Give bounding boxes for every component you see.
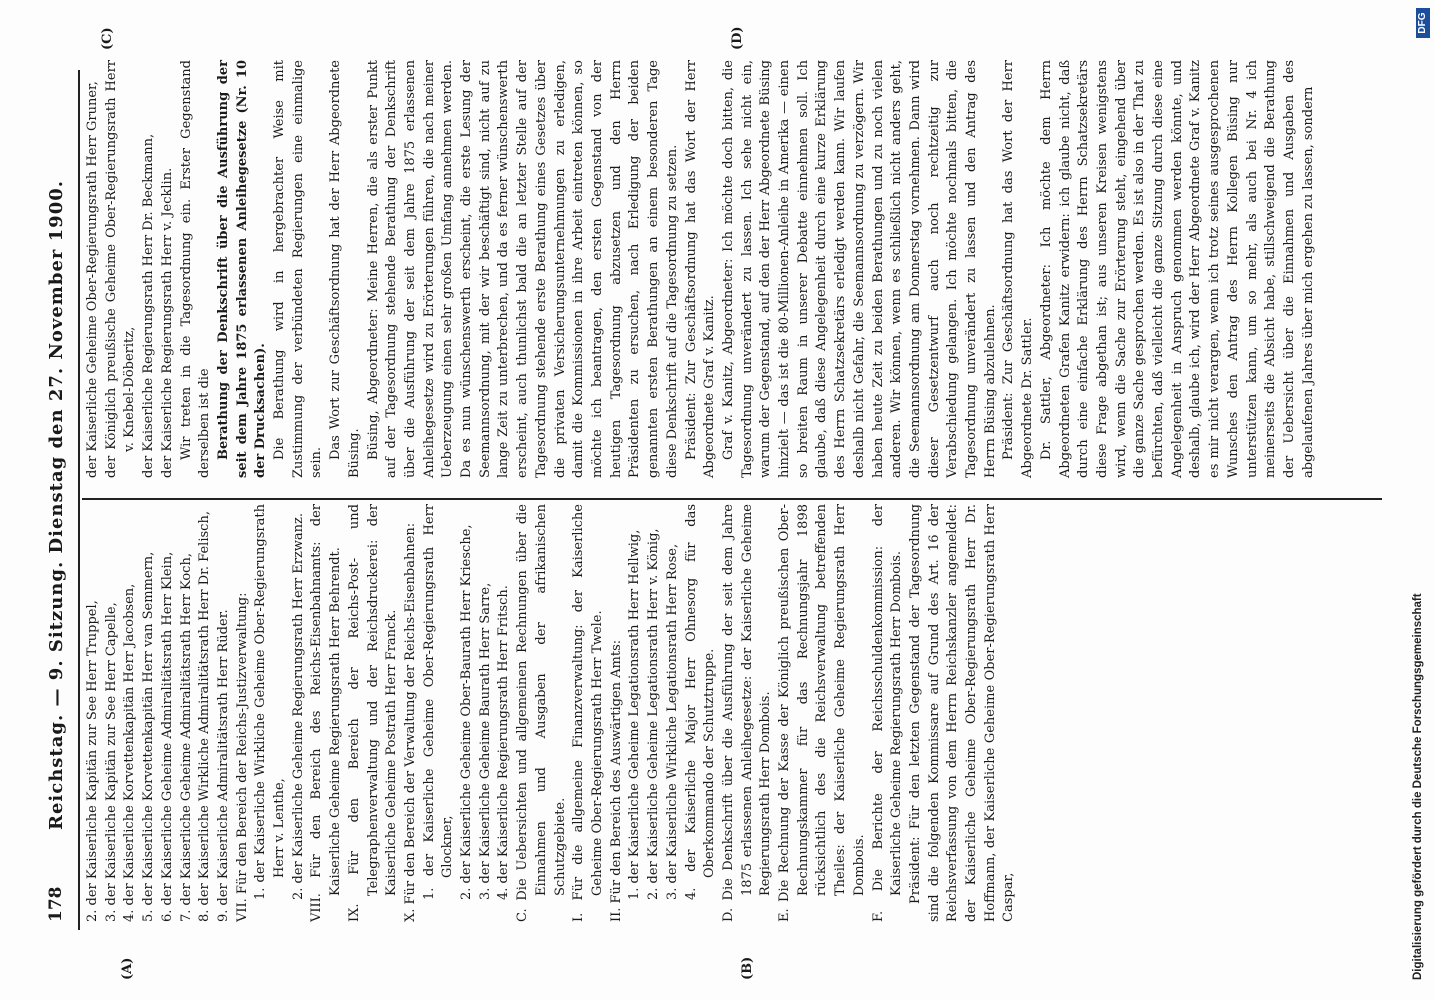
dfg-logo-text: DFG [1417, 12, 1428, 34]
digitization-credit [1412, 0, 1432, 1000]
agenda-item-heading: Berathung der Denkschrift über die Ausführung der seit dem Jahre 1875 erlassenen Anleihegesetze (Nr. 10 der Drucksachen). [215, 60, 269, 478]
dfg-logo [1416, 8, 1430, 38]
text-line: der Kaiserliche Geheime Ober-Regierungsrath Herr Gruner, [85, 81, 100, 478]
speech-paragraph: Büsing, Abgeordneter: Meine Herren, die als erster Punkt auf der Tagesordnung stehende Berathung der Denkschrift über die Ausführung der seit dem Jahre 1875 erlassenen Anleihegesetze wird zu Erörterungen führen, die nach meiner Ueberzeugung einen sehr großen Umfang annehmen werden. Da es nun wünschenswerth erscheint, die erste Lesung der Seemannsordnung, mit der wir beschäftigt sind, nicht auf zu lange Zeit zu unterbrechen, und da es ferner wünschenswerth erscheint, auch thunlichst bald die an letzter Stelle auf der Tagesordnung stehende erste Berathung eines Gesetzes über die privaten Versicherungsunternehmungen zu erledigen, damit die Kommissionen in ihre Arbeit eintreten können, so möchte ich beantragen, den ersten Gegenstand von der heutigen Tagesordnung abzusetzen und den Herrn Präsidenten zu ersuchen, nach Erledigung der beiden genannten ersten Berathungen an einem besonderen Tage diese Denkschrift auf die Tagesordnung zu setzen. [365, 60, 680, 478]
text-line: 1. der Kaiserliche Geheime Ober-Regierungsrath Herr Glockner, [421, 504, 456, 900]
text-line: 3. der Kaiserliche Wirkliche Legationsrath Herr Rose, [664, 543, 680, 900]
text-line: 9. der Kaiserliche Admiralitätsrath Herr Rüder. [215, 609, 231, 922]
text-line: der Kaiserliche Regierungsrath Herr Dr. Beckmann, [141, 133, 157, 478]
text-line: 4. der Kaiserliche Regierungsrath Herr Fritsch. [496, 585, 512, 900]
text-line: 2. der Kaiserliche Geheime Ober-Baurath Herr Kriesche, [459, 524, 475, 900]
section-heading: D. Die Denkschrift über die Ausführung der seit dem Jahre 1875 erlassenen Anleihegesetze: der Kaiserliche Geheime Regierungsrath Herr Dombois. [720, 504, 774, 922]
margin-marker-d: (D) [730, 26, 745, 50]
section-heading: VIII. Für den Bereich des Reichs-Eisenbahnamts: der Kaiserliche Geheime Regierungsrath Herr Behrendt. [309, 504, 344, 922]
left-column [84, 504, 1019, 922]
section-heading: VII. Für den Bereich der Reichs-Justizverwaltung: [234, 592, 250, 922]
header-rule [78, 70, 80, 930]
speech-paragraph: Dr. Sattler, Abgeordneter: Ich möchte dem Herrn Abgeordneten Grafen Kanitz erwidern: ich glaube nicht, daß durch eine einfache Erklärung des Herrn Schatzsekretärs diese Frage abgethan ist; aus unseren Kreisen wenigstens wird, wenn die Sache zur Erörterung steht, eingehend über die ganze Sache gesprochen werden. Es ist also in der That zu befürchten, daß vielleicht die ganze Sitzung durch diese eine Angelegenheit in Anspruch genommen werden könnte, und deshalb, glaube ich, wird der Herr Abgeordnete Graf v. Kanitz es mir nicht verargen, wenn ich trotz seines ausgesprochenen Wunsches den Antrag des Herrn Kollegen Büsing nur unterstützen kann, um so mehr, als auch bei Nr. 4 ich meinerseits die Absicht habe, stillschweigend die Berathung der Uebersicht über die Einnahmen und Ausgaben des abgelaufenen Jahres über mich ergehen zu lassen, sondern [1038, 60, 1316, 478]
section-heading: C. Die Uebersichten und allgemeinen Rechnungen über die Einnahmen und Ausgaben der afrikanischen Schutzgebiete. [515, 504, 568, 922]
text-line: 3. der Kaiserliche Geheime Baurath Herr Sarre, [477, 582, 493, 900]
text-line: 2. der Kaiserliche Kapitän zur See Herr Truppel, [85, 600, 100, 922]
section-heading: F. Die Berichte der Reichsschuldenkommission: der Kaiserliche Geheime Regierungsrath Herr Dombois. [870, 504, 905, 922]
page-header [38, 0, 78, 1000]
text-line: 7. der Kaiserliche Geheime Admiralitätsrath Herr Koch, [178, 553, 194, 922]
column-divider [82, 498, 1382, 500]
margin-marker-a: (A) [120, 957, 135, 980]
section-heading: X. Für den Bereich der Verwaltung der Reichs-Eisenbahnen: [402, 522, 418, 922]
section-heading: E. Die Rechnung der Kasse der Königlich preußischen Ober-Rechnungskammer für das Rechnungsjahr 1898 rücksichtlich des die Reichsverwaltung betreffenden Theiles: der Kaiserliche Geheime Regierungsrath Herr Dombois. [777, 504, 867, 922]
paragraph: Wir treten in die Tagesordnung ein. Erster Gegenstand derselben ist die [178, 60, 213, 478]
text-line: 8. der Kaiserliche Wirkliche Admiralitätsrath Herr Dr. Felisch, [197, 511, 213, 922]
text-line: 4. der Kaiserliche Major Herr Ohnesorg für das Oberkommando der Schutztruppe. [683, 504, 718, 900]
right-column [84, 60, 1318, 478]
text-line: 6. der Kaiserliche Geheime Admiralitätsrath Herr Klein, [159, 551, 175, 922]
president-paragraph: Präsident: Für den letzten Gegenstand der Tagesordnung sind die folgenden Kommissare auf Grund des Art. 16 der Reichsverfassung von dem Herrn Reichskanzler angemeldet: der Kaiserliche Geheime Ober-Regierungsrath Herr Dr. Hoffmann, der Kaiserliche Geheime Ober-Regierungsrath Herr Caspar, [907, 504, 1017, 922]
paragraph: Die Berathung wird in hergebrachter Weise mit Zustimmung der verbündeten Regierungen eine einmalige sein. [272, 60, 325, 478]
president-paragraph: Präsident: Zur Geschäftsordnung hat das Wort der Herr Abgeordnete Graf v. Kanitz. [683, 60, 718, 478]
margin-marker-b: (B) [740, 956, 755, 980]
section-heading: IX. Für den Bereich der Reichs-Post- und Telegraphenverwaltung und der Reichsdruckerei: der Kaiserliche Geheime Postrath Herr Franck. [346, 504, 400, 922]
text-line: 2. der Kaiserliche Geheime Regierungsrath Herr Erzwanz. [290, 512, 306, 900]
text-line: 1. der Kaiserliche Wirkliche Geheime Ober-Regierungsrath Herr v. Lenthe, [253, 504, 288, 900]
text-line: der Königlich preußische Geheime Ober-Regierungsrath Herr v. Knebel-Döberitz, [103, 60, 138, 478]
speech-paragraph: Graf v. Kanitz, Abgeordneter: Ich möchte doch bitten, die Tagesordnung unverändert zu lassen. Ich sehe nicht ein, warum der Gegenstand, auf den der Herr Abgeordnete Büsing hinzielt — das ist die 80-Millionen-Anleihe in Amerika — einen so breiten Raum in unserer Debatte einnehmen soll. Ich glaube, daß diese Angelegenheit durch eine kurze Erklärung des Herrn Schatzsekretärs erledigt werden kann. Wir laufen deshalb nicht Gefahr, die Seemannsordnung zu verzögern. Wir haben heute Zeit zu beiden Berathungen und zu noch vielen anderen. Wir können, wenn es schließlich nicht anders geht, die Seemannsordnung am Donnerstag vornehmen. Dann wird dieser Gesetzentwurf auch noch rechtzeitig zur Verabschiedung gelangen. Ich möchte nochmals bitten, die Tagesordnung unverändert zu lassen und den Antrag des Herrn Büsing abzulehnen. [720, 60, 998, 478]
text-line: der Kaiserliche Regierungsrath Herr v. Jecklin. [159, 167, 175, 478]
text-line: 3. der Kaiserliche Kapitän zur See Herr Capelle, [103, 602, 119, 922]
page-number: 178 [46, 886, 66, 922]
margin-marker-c: (C) [100, 27, 115, 50]
text-line: 4. der Kaiserliche Korvettenkapitän Herr Jacobsen, [122, 583, 138, 922]
running-title: Reichstag. — 9. Sitzung. Dienstag den 27. November 1900. [46, 179, 67, 830]
president-paragraph: Präsident: Zur Geschäftsordnung hat das Wort der Herr Abgeordnete Dr. Sattler. [1001, 60, 1036, 478]
paragraph: Das Wort zur Geschäftsordnung hat der Herr Abgeordnete Büsing. [328, 60, 362, 478]
text-line: 5. der Kaiserliche Korvettenkapitän Herr van Semmern, [141, 551, 157, 922]
text-line: 2. der Kaiserliche Geheime Legationsrath Herr v. König, [646, 528, 662, 900]
section-heading: II. Für den Bereich des Auswärtigen Amts: [608, 639, 624, 922]
credit-text: Digitalisierung gefördert durch die Deutsche Forschungsgemeinschaft [1412, 593, 1424, 980]
text-line: 1. der Kaiserliche Geheime Legationsrath Herr Hellwig, [627, 529, 643, 900]
section-heading: I. Für die allgemeine Finanzverwaltung: der Kaiserliche Geheime Ober-Regierungsrath Herr Twele. [571, 504, 605, 922]
